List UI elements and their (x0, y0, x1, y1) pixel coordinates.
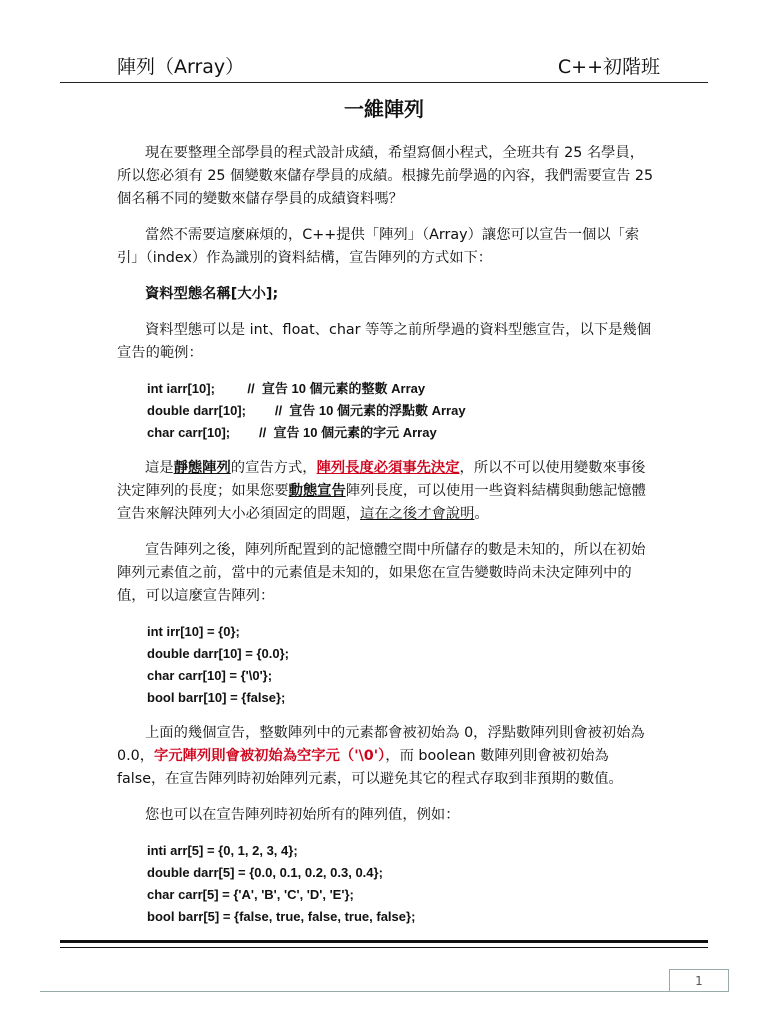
document-body (117, 142, 655, 941)
text-span: ，而 boolean 數陣列則會被初始為 false，在宣告陣列時初始陣列元素，可以避免其它的程式存取到非預期的數值。 (117, 748, 623, 787)
text-span: 的宣告方式， (230, 460, 317, 476)
code-line: bool barr[5] = {false, true, false, true, false}; (147, 909, 416, 924)
code-line: int irr[10] = {0}; (147, 624, 240, 639)
later-note: 這在之後才會說明 (360, 506, 475, 522)
text-span: ，所以不可以使用變數來事後決定陣列的長度；如果您要 (117, 460, 646, 499)
declaration-format: 資料型態名稱[大小]; (145, 286, 279, 302)
code-line: char carr[10] = {'\0'}; (147, 668, 273, 683)
text-span: 這是 (145, 460, 174, 476)
header-chapter-title: 陣列（Array） (117, 56, 245, 78)
paragraph-init-unknown: 宣告陣列之後，陣列所配置到的記憶體空間中所儲存的數是未知的，所以在初始陣列元素值之前，當中的元素值是未知的，如果您在宣告變數時尚未決定陣列中的值，可以這麼宣告陣列： (117, 542, 646, 604)
text-span: 上面的幾個宣告，整數陣列中的元素都會被初始為 0，浮點數陣列則會被初始為 0.0， (117, 725, 645, 764)
paragraph-intro: 現在要整理全部學員的程式設計成績，希望寫個小程式，全班共有 25 名學員，所以您必須有 25 個變數來儲存學員的成績。根據先前學過的內容，我們需要宣告 25 個名稱不同的變數來儲存學員的成績資料嗎？ (117, 145, 654, 207)
highlight-null-char: 字元陣列則會被初始為空字元（'\0'） (154, 748, 386, 764)
code-block-init-default (147, 621, 655, 709)
header-rule (60, 82, 708, 83)
code-line: inti arr[5] = {0, 1, 2, 3, 4}; (147, 843, 298, 858)
code-line: char carr[5] = {'A', 'B', 'C', 'D', 'E'}; (147, 887, 354, 902)
header-course-name: C++初階班 (557, 56, 660, 78)
code-line: char carr[10]; // 宣告 10 個元素的字元 Array (147, 425, 437, 440)
paragraph-array-intro: 當然不需要這麼麻煩的，C++提供「陣列」（Array）讓您可以宣告一個以「索引」（index）作為識別的資料結構，宣告陣列的方式如下： (117, 227, 640, 266)
page-number: 1 (669, 969, 729, 992)
paragraph-init-values (117, 722, 655, 791)
text-span: 陣列長度，可以使用一些資料結構與動態記憶體宣告來解決陣列大小必須固定的問題， (117, 483, 646, 522)
page-number-line (40, 991, 728, 992)
code-line: bool barr[10] = {false}; (147, 690, 286, 705)
code-block-declarations (147, 378, 655, 444)
paragraph-static-array (117, 457, 655, 526)
static-array-term: 靜態陣列 (173, 460, 231, 476)
paragraph-init-all: 您也可以在宣告陣列時初始所有的陣列值，例如： (145, 807, 460, 823)
paragraph-types: 資料型態可以是 int、float、char 等等之前所學過的資料型態宣告，以下是幾個宣告的範例： (117, 322, 652, 361)
dynamic-declare-term: 動態宣告 (288, 483, 346, 499)
text-span: 。 (474, 506, 489, 522)
code-line: double darr[10] = {0.0}; (147, 646, 289, 661)
code-block-init-all (147, 840, 655, 928)
page-title: 一維陣列 (344, 97, 424, 121)
code-line: int iarr[10]; // 宣告 10 個元素的整數 Array (147, 381, 426, 396)
footer-rule (60, 940, 708, 948)
highlight-fixed-length: 陣列長度必須事先決定 (316, 460, 460, 476)
code-line: double darr[10]; // 宣告 10 個元素的浮點數 Array (147, 403, 466, 418)
code-line: double darr[5] = {0.0, 0.1, 0.2, 0.3, 0.4}; (147, 865, 383, 880)
